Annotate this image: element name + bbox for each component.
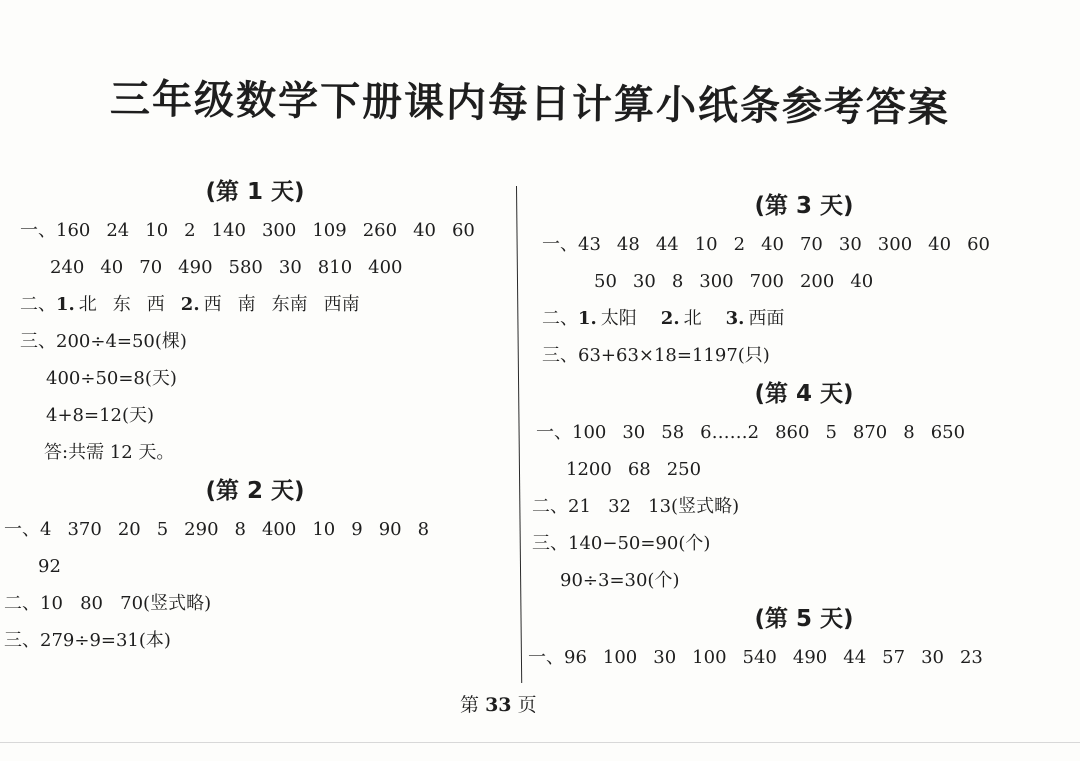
answer-value: 200 [799,271,835,292]
question-number: 1. [578,308,597,329]
answer-value: 57 [882,647,906,668]
page-number-prefix: 第 [460,694,480,716]
answer-value: 北 [78,294,97,315]
day-1-section-1-row-1 [0,212,510,249]
answer-value: 160 [56,220,91,241]
answer-list [572,414,981,451]
answer-value: 5 [825,422,837,443]
question-number: 3. [725,308,745,329]
section-label: 三、 [4,630,40,651]
answer-list [56,212,491,249]
answer-value: 100 [572,422,607,443]
day-3-section-1-row-1 [528,226,1080,263]
answer-list [79,286,181,323]
answer-value: 西南 [323,294,360,315]
answer-value: 70 [139,257,163,278]
day-1-section-3-line-2 [0,360,510,397]
answer-list [50,249,419,286]
answer-value: 60 [967,234,990,255]
page-number-suffix: 页 [517,694,537,716]
answer-value: 96 [564,647,587,668]
answer-value: 400 [368,257,403,278]
day-4-section-1-row-1 [528,414,1080,451]
day-1-section-2 [0,286,510,323]
answer-value: 2 [733,234,746,255]
day-4-section-1-row-2 [528,451,1080,488]
answer-value: 东南 [271,294,308,315]
answer-value: 260 [362,220,398,241]
answer-value: 400 [261,519,297,540]
answer-list [204,286,376,323]
equation: 279÷9=31(本) [40,630,171,651]
answer-value: 30 [632,271,656,292]
answer-value: 60 [451,220,475,241]
answer-value: 8 [903,422,915,443]
section-label: 一、 [4,519,40,540]
day-5-section-1-row-1 [528,639,1080,676]
answer-list [564,639,999,676]
answer-value: 9 [351,519,363,540]
answer-text: 10 80 70(竖式略) [40,593,212,614]
answer-value: 40 [928,234,952,255]
answer-value: 10 [694,234,718,255]
answer-value: 30 [653,647,677,668]
answer-value: 650 [930,422,966,443]
question-number: 1. [56,294,75,315]
answer-list [40,511,445,548]
day-2-section-2 [0,585,510,622]
answer-value: 43 [578,234,601,255]
right-column [528,186,1080,676]
answer-value: 250 [666,459,702,480]
section-label: 二、 [4,593,40,614]
day-3-section-2 [528,300,1080,337]
answer-value: 860 [775,422,810,443]
answer-list [566,451,717,488]
question-number: 2. [660,308,680,329]
answer-value: 300 [261,220,297,241]
answer-value: 370 [67,519,102,540]
answer-text: 21 32 13(竖式略) [568,496,740,517]
answer-value: 10 [312,519,336,540]
answer-value: 8 [234,519,246,540]
page-title: 三年级数学下册课内每日计算小纸条参考答案 [109,76,951,132]
answer-value: 30 [838,234,862,255]
section-label: 一、 [542,234,578,255]
answer-value: 23 [959,647,983,668]
answer-list [578,226,1006,263]
day-2-section-1-row-2 [0,548,510,585]
answer-value: 100 [602,647,638,668]
equation: 4+8=12(天) [46,405,155,426]
day-1-section-3-line-3 [0,397,510,434]
answer-value: 870 [852,422,888,443]
equation: 63+63×18=1197(只) [578,345,770,366]
section-label: 三、 [532,533,568,554]
answer-value: 6……2 [700,422,760,443]
day-3-section-3 [528,337,1080,374]
answer-value: 20 [117,519,141,540]
answer-value: 70 [799,234,823,255]
answer-value: 540 [742,647,777,668]
section-label: 三、 [20,331,56,352]
answer-value: 92 [38,556,61,577]
page-number-value: 33 [485,694,512,716]
answer-value: 2 [184,220,196,241]
answer-value: 90 [378,519,402,540]
answer-value: 490 [792,647,828,668]
section-label: 一、 [528,647,564,668]
answer-value: 40 [850,271,874,292]
section-label: 一、 [536,422,572,443]
answer-value: 240 [50,257,85,278]
answer-value: 290 [184,519,219,540]
answer-value: 40 [413,220,436,241]
day-1-section-3-line-1 [0,323,510,360]
day-4-heading: (第 4 天) [754,381,854,407]
answer-value: 30 [622,422,646,443]
answer-value: 44 [843,647,867,668]
answer-value: 300 [699,271,734,292]
section-label: 二、 [542,308,578,329]
answer-value: 4 [40,519,52,540]
answer: 太阳 [600,308,637,329]
day-1-section-1-row-2 [0,249,510,286]
answer-value: 48 [616,234,640,255]
answer-value: 100 [692,647,727,668]
page-number [460,690,537,717]
answer-value: 140 [211,220,246,241]
page-bottom-edge [0,742,1080,743]
answer-sentence: 答:共需 12 天。 [44,442,175,463]
answer-list [594,263,889,300]
answer-list [38,548,77,585]
section-label: 三、 [542,345,578,366]
answer-value: 40 [100,257,124,278]
column-divider [516,186,522,683]
equation: 200÷4=50(棵) [56,331,187,352]
answer-value: 68 [627,459,651,480]
answer-value: 580 [228,257,263,278]
answer-value: 40 [761,234,784,255]
section-label: 一、 [20,220,56,241]
answer-value: 810 [317,257,353,278]
answer-value: 58 [661,422,685,443]
answer-value: 30 [921,647,944,668]
day-3-heading: (第 3 天) [754,193,854,219]
equation: 90÷3=30(个) [560,570,680,591]
section-label: 二、 [20,294,56,315]
answer-value: 30 [278,257,302,278]
answer-value: 8 [671,271,684,292]
answer-value: 5 [156,519,169,540]
day-4-section-2 [528,488,1080,525]
day-4-section-3-line-2 [528,562,1080,599]
section-label: 二、 [532,496,568,517]
answer-value: 300 [877,234,913,255]
answer-value: 东 [112,294,131,315]
day-4-section-3-line-1 [528,525,1080,562]
answer-value: 西 [203,294,222,315]
answer-value: 10 [145,220,169,241]
left-column [0,172,510,659]
day-2-section-3 [0,622,510,659]
answer: 北 [683,308,702,329]
day-2-section-1-row-1 [0,511,510,548]
day-2-heading: (第 2 天) [205,478,305,504]
equation: 400÷50=8(天) [46,368,177,389]
question-number: 2. [180,294,200,315]
day-1-section-3-line-4 [0,434,510,471]
answer-value: 44 [655,234,679,255]
answer-value: 109 [312,220,347,241]
equation: 140−50=90(个) [568,533,711,554]
answer-value: 西 [146,294,165,315]
day-1-heading: (第 1 天) [205,179,305,205]
answer-value: 南 [237,294,256,315]
answer: 西面 [748,308,785,329]
answer-value: 50 [594,271,617,292]
answer-value: 1200 [566,459,612,480]
answer-value: 24 [106,220,130,241]
day-3-section-1-row-2 [528,263,1080,300]
answer-value: 700 [749,271,784,292]
answer-value: 490 [178,257,213,278]
day-5-heading: (第 5 天) [754,606,854,632]
answer-value: 8 [417,519,430,540]
